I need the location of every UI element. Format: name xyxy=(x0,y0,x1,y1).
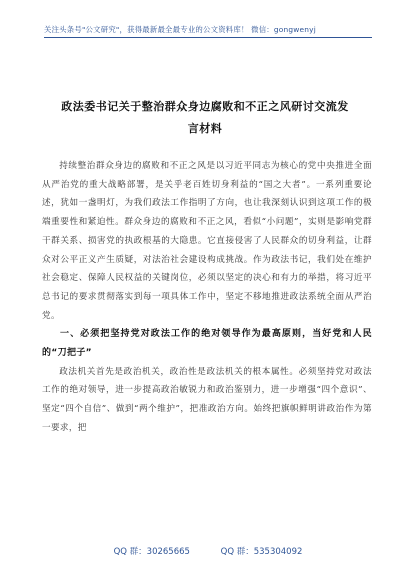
section-heading: 一、必须把坚持党对政法工作的绝对领导作为最高原则，当好党和人民的“刀把子” xyxy=(42,329,372,359)
header-divider xyxy=(44,37,372,38)
page-header xyxy=(0,0,408,50)
footer-qq-group-1: QQ 群：30265665 xyxy=(113,547,190,557)
document-body xyxy=(42,157,372,438)
footer-qq-group-2: QQ 群：535304092 xyxy=(220,547,303,557)
document-title-line-2: 言材料 xyxy=(187,122,223,135)
header-notice: 关注头条号"公文研究"，获得最新最全最专业的公文资料库！ 微信：gongwenyj xyxy=(44,25,316,34)
page-footer xyxy=(44,545,372,557)
body-paragraph: 持续整治群众身边的腐败和不正之风是以习近平同志为核心的党中央推进全面从严治党的重大战略部署，是关乎老百姓切身利益的“国之大者”。一系列重要论述，犹如一盏明灯，为我们政法工作指明了方向，也让我深刻认识到这项工作的极端重要性和紧迫性。群众身边的腐败和不正之风，看似“小问题”，实则是影响党群干群关系、损害党的执政根基的大隐患。它直接侵害了人民群众的切身利益，让群众对公平正义产生质疑，对法治社会建设构成挑战。作为政法书记，我们处在维护社会稳定、保障人民权益的关键岗位，必须以坚定的决心和有力的举措，将习近平总书记的要求贯彻落实到每一项具体工作中，坚定不移地推进政法系统全面从严治党。 xyxy=(42,161,372,321)
document-title-line-1: 政法委书记关于整治群众身边腐败和不正之风研讨交流发 xyxy=(61,100,349,113)
section-paragraph: 政法机关首先是政治机关，政治性是政法机关的根本属性。必须坚持党对政法工作的绝对领导，进一步提高政治敏锐力和政治鉴别力，进一步增强“四个意识”、坚定“四个自信”、做到“两个维护”，把准政治方向。始终把旗帜鲜明讲政治作为第一要求，把 xyxy=(42,366,372,433)
